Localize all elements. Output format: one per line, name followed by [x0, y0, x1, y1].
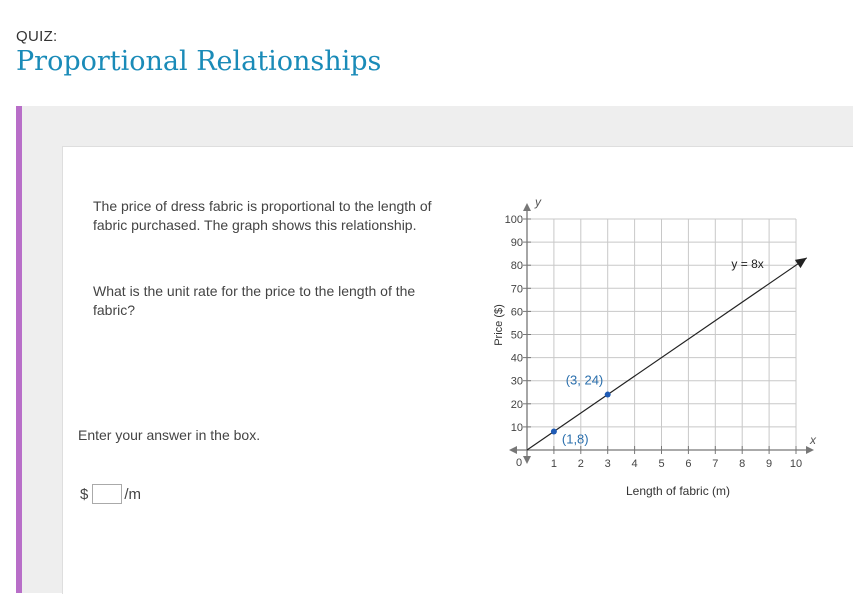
origin-label: 0 — [516, 457, 523, 469]
y-tick-label: 80 — [510, 260, 523, 273]
y-axis-letter: y — [535, 195, 541, 209]
x-tick-label: 10 — [789, 458, 803, 470]
line-equation-label: y = 8x — [731, 257, 764, 272]
y-axis-arrow-down — [523, 456, 531, 464]
x-tick-label: 9 — [766, 458, 773, 470]
chart-series — [527, 257, 807, 450]
x-tick-label: 1 — [550, 458, 557, 470]
y-tick-label: 70 — [510, 283, 523, 296]
y-tick-label: 10 — [510, 421, 523, 434]
x-axis-label: Length of fabric (m) — [625, 484, 731, 498]
y-axis-arrow-up — [523, 203, 531, 211]
x-tick-label: 7 — [712, 458, 719, 470]
answer-instruction: Enter your answer in the box. — [78, 427, 261, 443]
x-tick-label: 4 — [631, 458, 638, 470]
quiz-kicker: QUIZ: — [16, 28, 58, 45]
y-tick-label: 100 — [504, 214, 523, 226]
data-point — [551, 429, 557, 435]
x-tick-label: 3 — [604, 458, 611, 470]
y-tick-label: 40 — [510, 352, 523, 365]
y-tick-label: 20 — [510, 398, 523, 411]
chart-ticks — [505, 214, 802, 470]
y-tick-label: 60 — [510, 306, 523, 319]
x-axis-letter: x — [810, 433, 816, 447]
y-tick-label: 30 — [510, 375, 523, 388]
x-axis-arrow-left — [509, 446, 517, 454]
question-paragraph-2: What is the unit rate for the price to the length of the fabric? — [93, 283, 416, 318]
data-point — [605, 392, 611, 398]
x-tick-label: 2 — [577, 458, 584, 470]
data-point-label: (3, 24) — [565, 372, 604, 388]
page-title: Proportional Relationships — [16, 46, 382, 77]
series-line — [527, 258, 807, 450]
dollar-sign: $ — [80, 485, 89, 503]
y-tick-label: 50 — [510, 329, 523, 342]
chart-grid — [527, 219, 796, 450]
x-tick-label: 6 — [685, 458, 692, 470]
x-tick-label: 8 — [739, 458, 746, 470]
x-tick-label: 5 — [658, 458, 665, 470]
data-point-label: (1,8) — [561, 431, 589, 447]
y-axis-label: Price ($) — [493, 304, 505, 346]
line-arrow-head — [795, 258, 807, 268]
question-paragraph-1: The price of dress fabric is proportional to the length of fabric purchased. The graph shows this relationship. — [93, 198, 432, 233]
x-axis-arrow-right — [806, 446, 814, 454]
y-tick-label: 90 — [510, 237, 523, 250]
unit-suffix: /m — [124, 485, 142, 503]
